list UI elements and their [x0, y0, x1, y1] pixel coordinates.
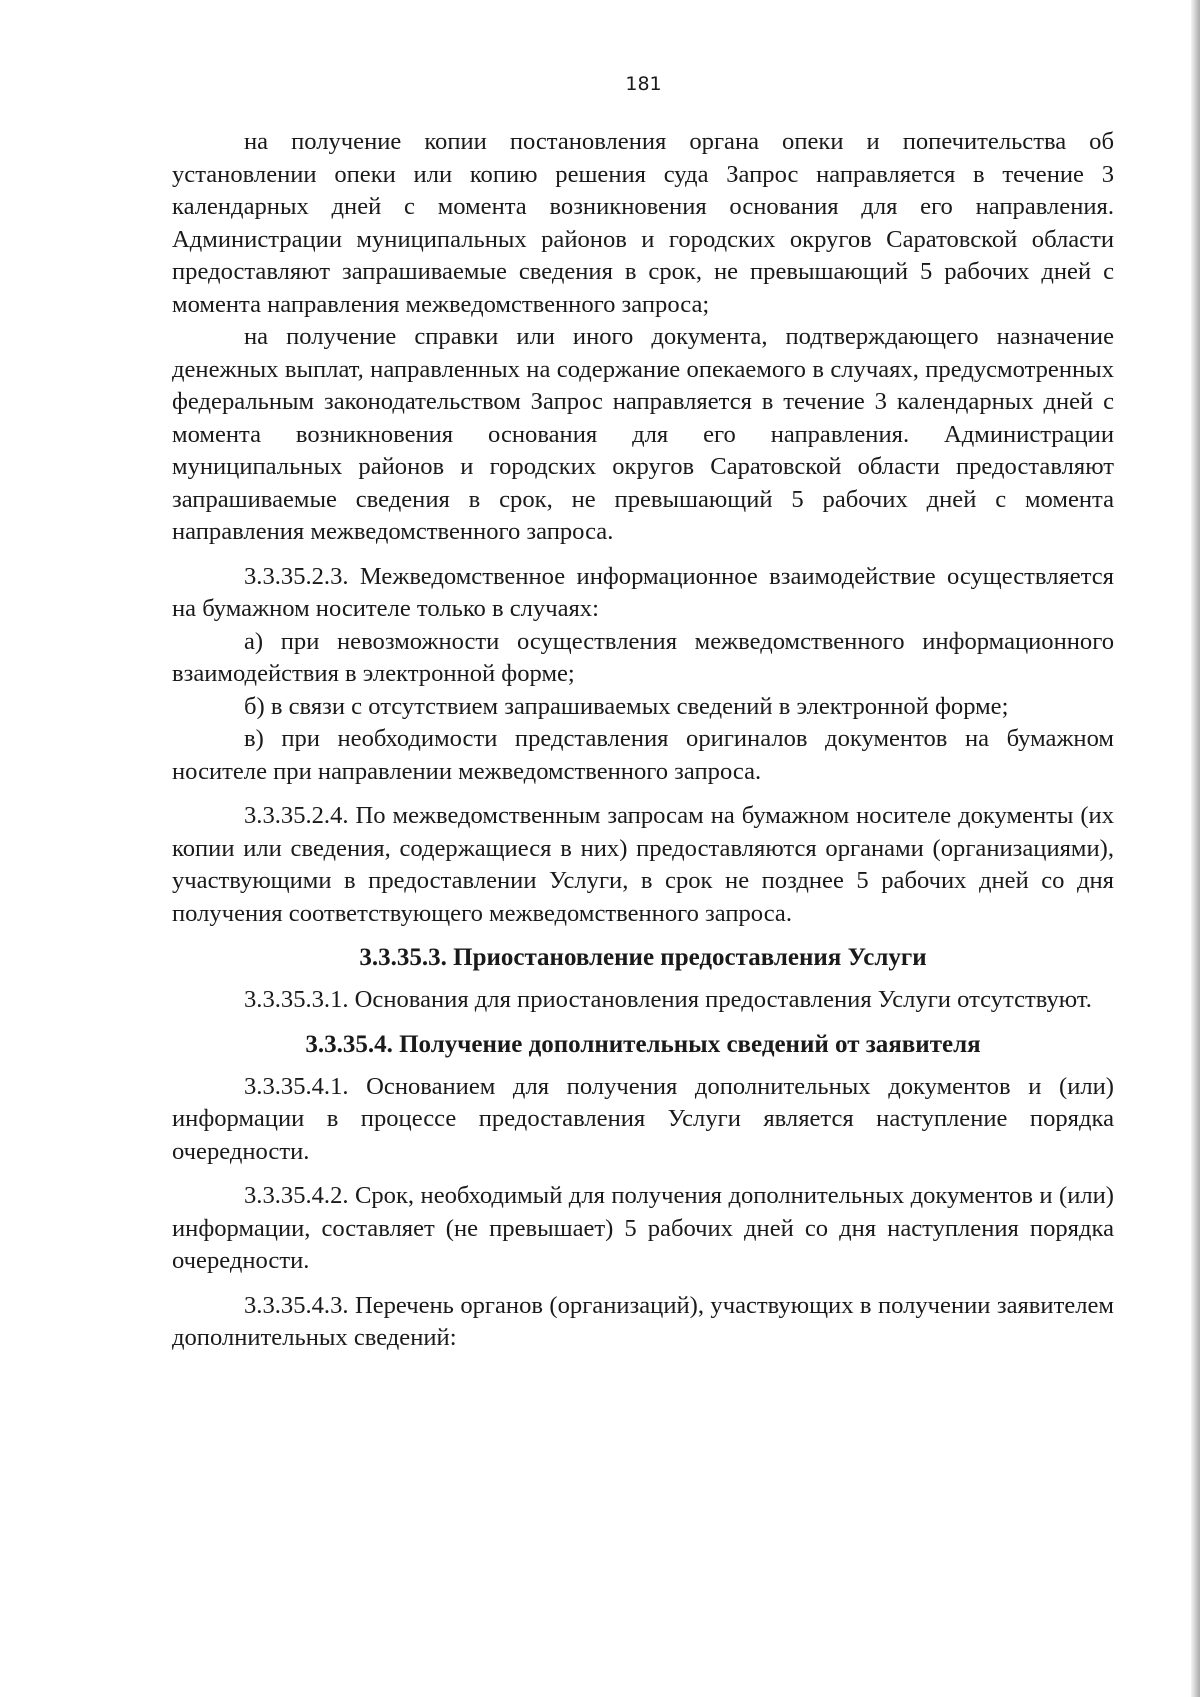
paragraph: 3.3.35.4.3. Перечень органов (организаций), участвующих в получении заявителем дополнительных сведений: — [172, 1291, 1114, 1351]
paragraph: на получение копии постановления органа опеки и попечительства об установлении опеки или копию решения суда Запрос направляется в течение 3 календарных дней с момента возникновения основания для его направления. Администрации муниципальных районов и городских округов Саратовской области предоставляют запрашиваемые сведения в срок, не превышающий 5 рабочих дней с момента направления межведомственного запроса; — [172, 128, 1114, 318]
section-heading: 3.3.35.3. Приостановление предоставления Услуги — [359, 944, 927, 971]
paragraph: 3.3.35.4.2. Срок, необходимый для получения дополнительных документов и (или) информации, составляет (не превышает) 5 рабочих дней со дня наступления порядка очередности. — [172, 1182, 1114, 1274]
paragraph: 3.3.35.4.1. Основанием для получения дополнительных документов и (или) информации в процессе предоставления Услуги является наступление порядка очередности. — [172, 1072, 1114, 1165]
document-body — [172, 126, 1114, 1355]
paragraph: на получение справки или иного документа, подтверждающего назначение денежных выплат, направленных на содержание опекаемого в случаях, предусмотренных федеральным законодательством Запрос направляется в течение 3 календарных дней с момента возникновения основания для его направления. Администрации муниципальных районов и городских округов Саратовской области предоставляют запрашиваемые сведения в срок, не превышающий 5 рабочих дней с момента направления межведомственного запроса. — [172, 323, 1114, 545]
page-number: 181 — [625, 73, 662, 95]
paragraph: 3.3.35.2.3. Межведомственное информационное взаимодействие осуществляется на бумажном носителе только в случаях: — [172, 562, 1114, 622]
section-heading: 3.3.35.4. Получение дополнительных сведений от заявителя — [305, 1030, 981, 1058]
paragraph: 3.3.35.3.1. Основания для приостановления предоставления Услуги отсутствуют. — [244, 986, 1092, 1013]
page-edge-shadow — [1191, 0, 1200, 1697]
list-item-b: б) в связи с отсутствием запрашиваемых сведений в электронной форме; — [244, 692, 1009, 720]
list-item-a: а) при невозможности осуществления межведомственного информационного взаимодействия в электронной форме; — [172, 627, 1114, 687]
list-item-v: в) при необходимости представления оригиналов документов на бумажном носителе при направлении межведомственного запроса. — [172, 725, 1114, 785]
paragraph: 3.3.35.2.4. По межведомственным запросам на бумажном носителе документы (их копии или сведения, содержащиеся в них) предоставляются органами (организациями), участвующими в предоставлении Услуги, в срок не позднее 5 рабочих дней со дня получения соответствующего межведомственного запроса. — [172, 802, 1114, 927]
